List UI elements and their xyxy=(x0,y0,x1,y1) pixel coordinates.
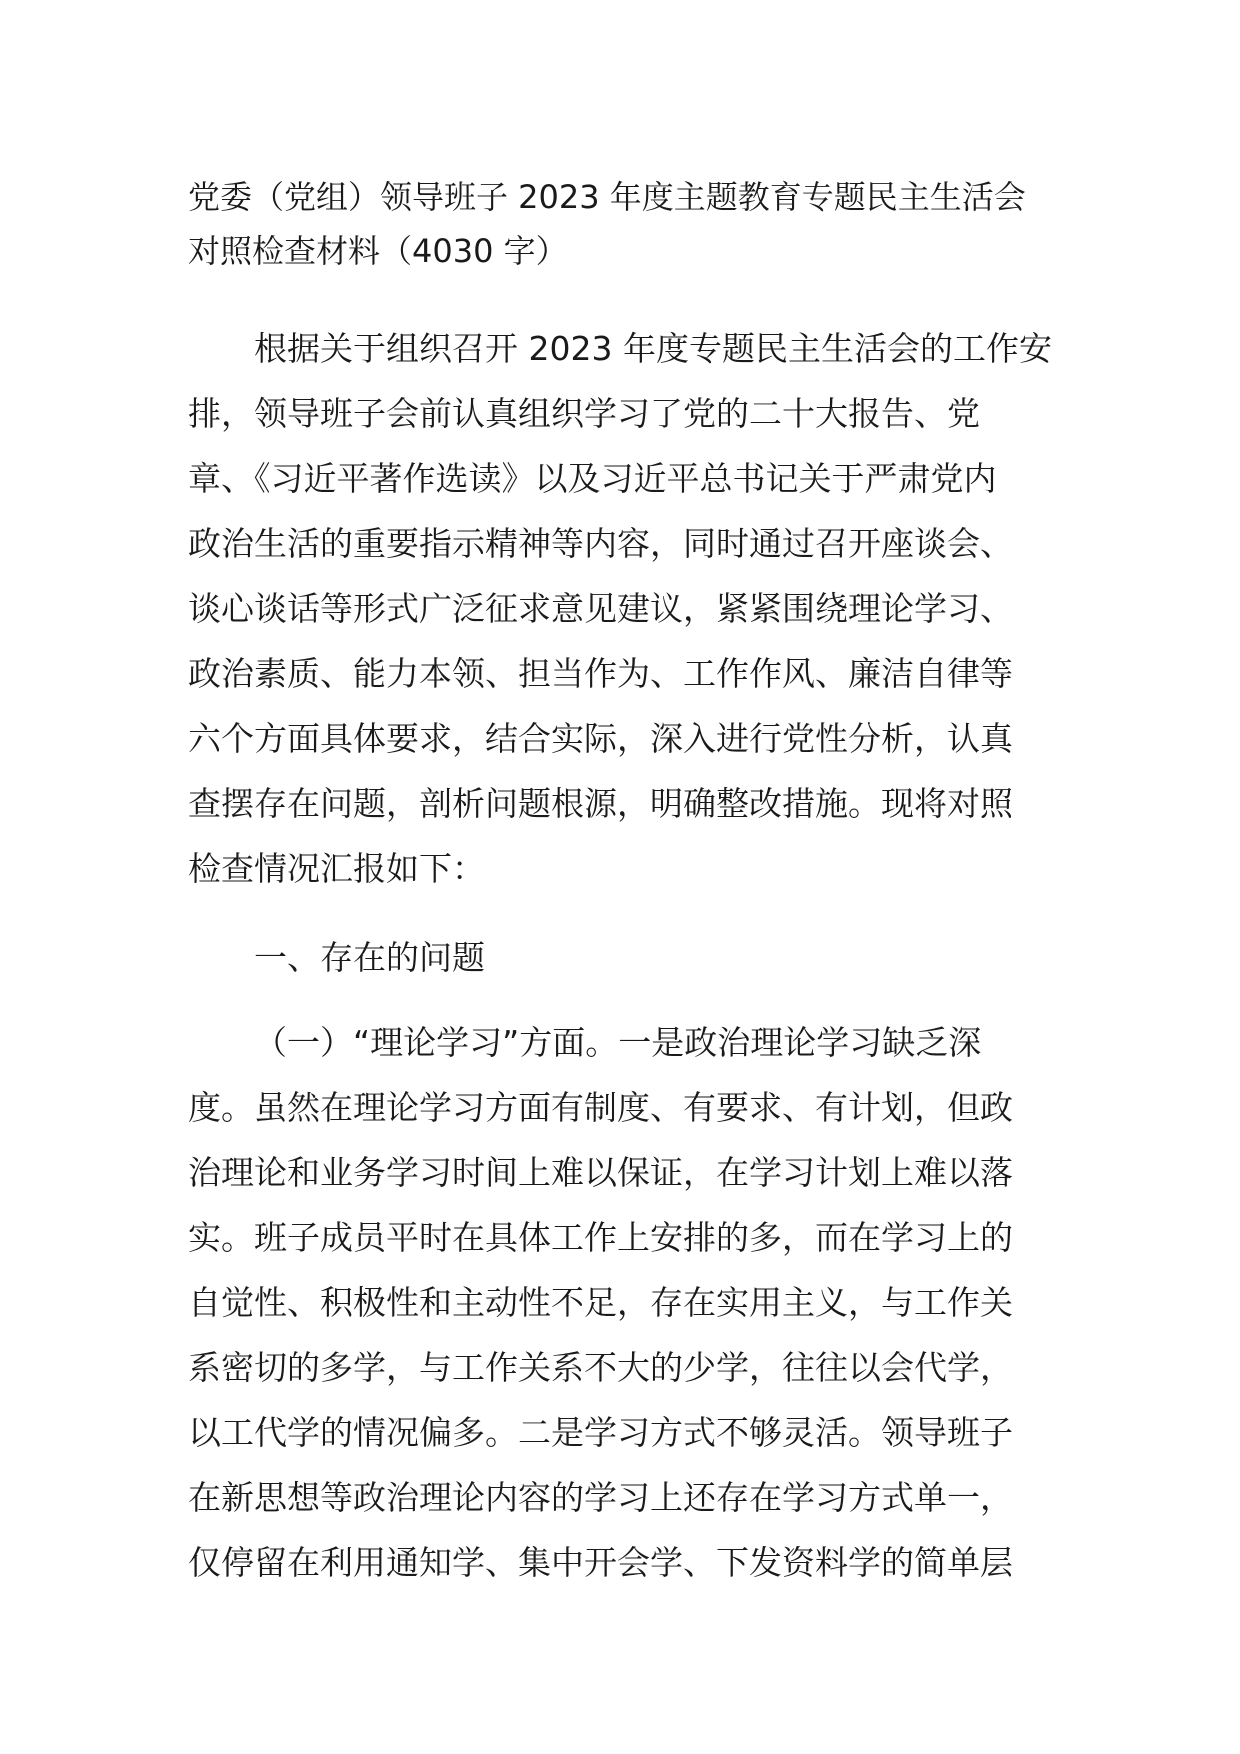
paragraph-line: 系密切的多学，与工作关系不大的少学，往往以会代学， xyxy=(188,1348,1013,1387)
paragraph-line: 章、《习近平著作选读》以及习近平总书记关于严肃党内 xyxy=(188,459,997,498)
paragraph-line: 以工代学的情况偏多。二是学习方式不够灵活。领导班子 xyxy=(188,1413,1013,1452)
paragraph-line: （一）“理论学习”方面。一是政治理论学习缺乏深 xyxy=(254,1023,982,1062)
paragraph-line: 政治素质、能力本领、担当作为、工作作风、廉洁自律等 xyxy=(188,654,1013,693)
paragraph-line: 在新思想等政治理论内容的学习上还存在学习方式单一， xyxy=(188,1478,1013,1517)
paragraph-line: 度。虽然在理论学习方面有制度、有要求、有计划，但政 xyxy=(188,1088,1013,1127)
body-paragraph xyxy=(188,1010,1058,1595)
title-line: 对照检查材料（4030 字） xyxy=(188,232,568,270)
paragraph-line: 排，领导班子会前认真组织学习了党的二十大报告、党 xyxy=(188,394,980,433)
paragraph-line: 六个方面具体要求，结合实际，深入进行党性分析，认真 xyxy=(188,719,1013,758)
paragraph-line: 根据关于组织召开 2023 年度专题民主生活会的工作安 xyxy=(254,329,1052,368)
paragraph-line: 治理论和业务学习时间上难以保证，在学习计划上难以落 xyxy=(188,1153,1013,1192)
paragraph-line: 谈心谈话等形式广泛征求意见建议，紧紧围绕理论学习、 xyxy=(188,589,1013,628)
section-heading-text: 一、存在的问题 xyxy=(254,938,485,977)
section-heading xyxy=(188,925,1058,990)
paragraph-line: 实。班子成员平时在具体工作上安排的多，而在学习上的 xyxy=(188,1218,1013,1257)
paragraph-line: 检查情况汇报如下： xyxy=(188,849,485,888)
document-title xyxy=(188,170,1058,278)
intro-paragraph xyxy=(188,316,1058,901)
paragraph-line: 查摆存在问题，剖析问题根源，明确整改措施。现将对照 xyxy=(188,784,1013,823)
paragraph-line: 自觉性、积极性和主动性不足，存在实用主义，与工作关 xyxy=(188,1283,1013,1322)
paragraph-line: 政治生活的重要指示精神等内容，同时通过召开座谈会、 xyxy=(188,524,1013,563)
paragraph-line: 仅停留在利用通知学、集中开会学、下发资料学的简单层 xyxy=(188,1543,1013,1582)
title-line: 党委（党组）领导班子 2023 年度主题教育专题民主生活会 xyxy=(188,178,1026,216)
